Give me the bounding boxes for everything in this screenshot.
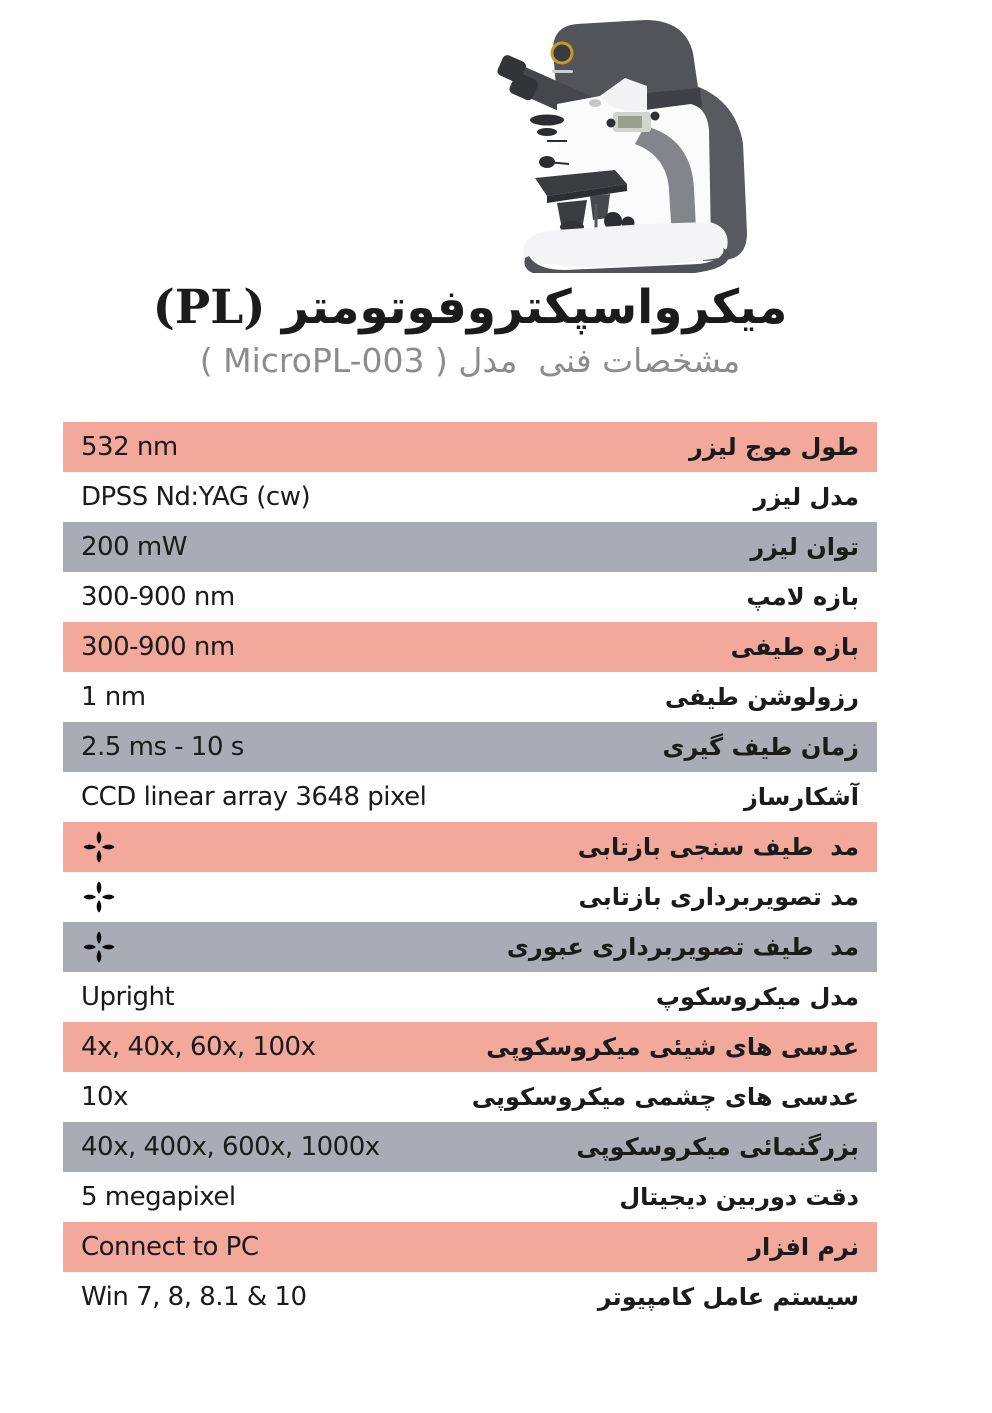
header [63,282,877,380]
spec-value: 2.5 ms - 10 s [81,732,244,762]
spec-row [63,872,877,922]
four-petal-asterisk-icon [81,879,117,915]
spec-row [63,972,877,1022]
spec-row [63,772,877,822]
spec-label: آشکارساز [743,783,859,811]
spec-value: 10x [81,1082,128,1112]
page-title [63,282,877,334]
spec-row [63,422,877,472]
spec-row [63,822,877,872]
spec-label: زمان طیف گیری [662,733,859,761]
spec-row [63,1272,877,1322]
spec-value: 4x, 40x, 60x, 100x [81,1032,316,1062]
spec-row [63,1222,877,1272]
spec-row [63,472,877,522]
spec-label: بازه طیفی [730,633,859,661]
spec-label: عدسی های شیئی میکروسکوپی [486,1033,859,1061]
spec-row [63,1172,877,1222]
spec-row [63,1122,877,1172]
spec-label: نرم افزار [748,1233,859,1261]
spec-value: Upright [81,982,175,1012]
spec-value: 200 mW [81,532,187,562]
logo-ring-icon [552,43,572,63]
spec-label: مدل میکروسکوپ [655,983,859,1011]
spec-value: DPSS Nd:YAG (cw) [81,482,311,512]
spec-row [63,1072,877,1122]
page-subtitle: مشخصات فنی مدل ( MicroPL-003 ) [199,340,741,380]
spec-label: مد تصویربرداری بازتابی [578,883,859,911]
spec-value: 532 nm [81,432,178,462]
page-title-latin: (PL) [152,280,266,335]
spec-value: 300-900 nm [81,582,235,612]
spec-label: بازه لامپ [746,583,859,611]
spec-value: 1 nm [81,682,146,712]
spec-value: Win 7, 8, 8.1 & 10 [81,1282,307,1312]
spec-row [63,1022,877,1072]
page-title-fa: میکرواسپکتروفوتومتر [281,280,788,335]
spec-value: CCD linear array 3648 pixel [81,782,427,812]
microscope-illustration [495,8,765,273]
spec-value: 5 megapixel [81,1182,236,1212]
spec-row [63,522,877,572]
spec-label: دقت دوربین دیجیتال [619,1183,859,1211]
spec-table [63,422,877,1322]
spec-label: رزولوشن طیفی [664,683,859,711]
four-petal-asterisk-icon [81,929,117,965]
microscope-image [495,8,765,273]
spec-label: بزرگنمائی میکروسکوپی [576,1133,859,1161]
spec-label: طول موج لیزر [689,433,859,461]
spec-label: توان لیزر [750,533,859,561]
spec-label: سیستم عامل کامپیوتر [597,1283,859,1311]
spec-row [63,572,877,622]
spec-value: 300-900 nm [81,632,235,662]
spec-value: 40x, 400x, 600x, 1000x [81,1132,380,1162]
spec-label: عدسی های چشمی میکروسکوپی [471,1083,859,1111]
spec-row [63,672,877,722]
spec-row [63,922,877,972]
spec-row [63,722,877,772]
spec-label: مد طیف سنجی بازتابی [577,833,859,861]
spec-label: مد طیف تصویربرداری عبوری [506,933,859,961]
four-petal-asterisk-icon [81,829,117,865]
spec-value: Connect to PC [81,1232,259,1262]
spec-label: مدل لیزر [753,483,859,511]
spec-row [63,622,877,672]
